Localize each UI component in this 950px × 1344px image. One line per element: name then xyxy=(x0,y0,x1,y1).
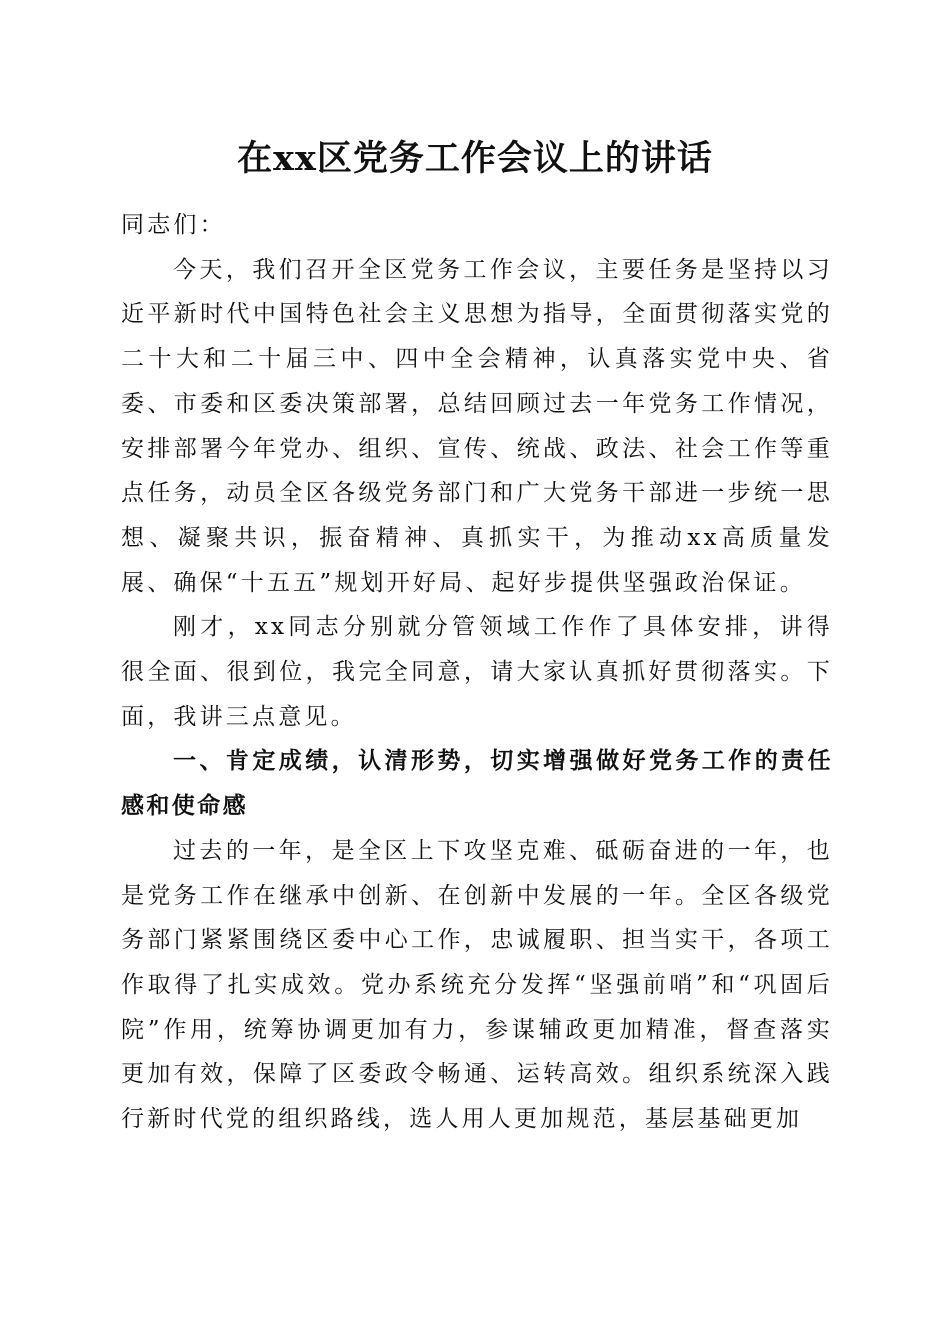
section-heading-one: 一、肯定成绩，认清形势，切实增强做好党务工作的责任感和使命感 xyxy=(121,748,833,820)
salutation: 同志们： xyxy=(121,212,226,238)
document-title: 在xx区党务工作会议上的讲话 xyxy=(237,138,713,179)
body-paragraph-remarks: 刚才，xx同志分别就分管领域工作作了具体安排，讲得很全面、很到位，我完全同意，请大家认真抓好贯彻落实。下面，我讲三点意见。 xyxy=(121,614,833,730)
document-body xyxy=(121,203,833,1142)
body-paragraph-intro: 今天，我们召开全区党务工作会议，主要任务是坚持以习近平新时代中国特色社会主义思想为指导，全面贯彻落实党的二十大和二十届三中、四中全会精神，认真落实党中央、省委、市委和区委决策部署，总结回顾过去一年党务工作情况，安排部署今年党办、组织、宣传、统战、政法、社会工作等重点任务，动员全区各级党务部门和广大党务干部进一步统一思想、凝聚共识，振奋精神、真抓实干，为推动xx高质量发展、确保“十五五”规划开好局、起好步提供坚强政治保证。 xyxy=(121,256,833,596)
section-paragraph-review: 过去的一年，是全区上下攻坚克难、砥砺奋进的一年，也是党务工作在继承中创新、在创新中发展的一年。全区各级党务部门紧紧围绕区委中心工作，忠诚履职、担当实干，各项工作取得了扎实成效。党办系统充分发挥“坚强前哨”和“巩固后院”作用，统筹协调更加有力，参谋辅政更加精准，督查落实更加有效，保障了区委政令畅通、运转高效。组织系统深入践行新时代党的组织路线，选人用人更加规范，基层基础更加 xyxy=(121,837,833,1133)
